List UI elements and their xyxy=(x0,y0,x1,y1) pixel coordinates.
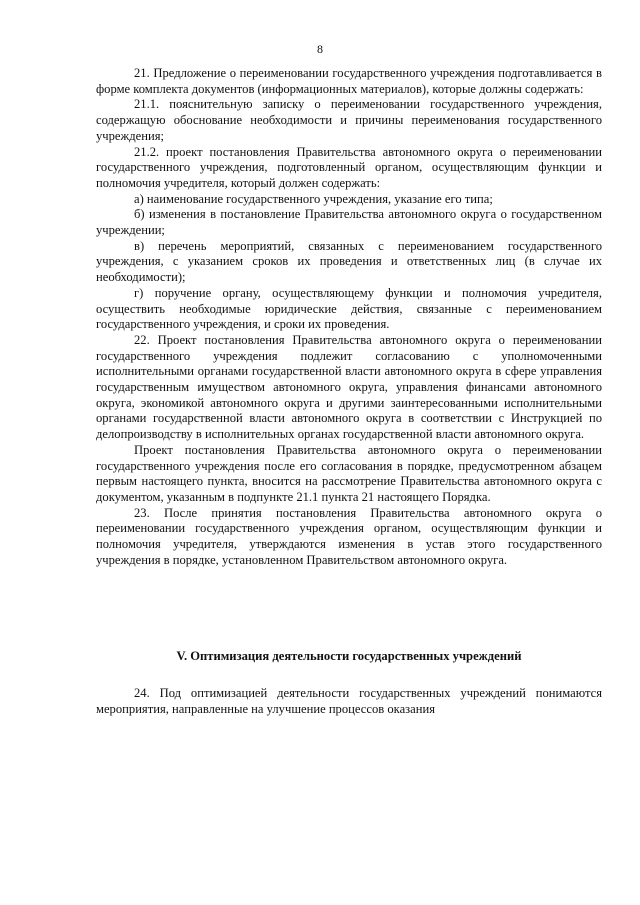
paragraph-21: 21. Предложение о переименовании государственного учреждения подготавливается в форме комплекта документов (информационных материалов), которые должны содержать: xyxy=(96,66,602,96)
paragraph-21-2-a: а) наименование государственного учреждения, указание его типа; xyxy=(134,191,493,206)
paragraph-21-2-v: в) перечень мероприятий, связанных с переименованием государственного учреждения, с указанием сроков их проведения и ответственных лиц (в случае их необходимости); xyxy=(96,238,602,285)
document-body xyxy=(96,66,602,569)
paragraph-21-2-b: б) изменения в постановление Правительства автономного округа о государственном учреждении; xyxy=(96,207,602,238)
paragraph-22-second: Проект постановления Правительства автономного округа о переименовании государственного учреждения после его согласования в порядке, предусмотренном абзацем первым настоящего пункта, вносится на рассмотрение Правительства автономного округа с документом, указанным в подпункте 21.1 пункта 21 настоящего Порядка. xyxy=(96,442,602,504)
paragraph-24: 24. Под оптимизацией деятельности государственных учреждений понимаются мероприятия, направленные на улучшение процессов оказания xyxy=(96,686,602,716)
page-number: 8 xyxy=(317,42,323,56)
paragraph-22: 22. Проект постановления Правительства автономного округа о переименовании государственного учреждения подлежит согласованию с уполномоченными исполнительными органами государственной власти автономного округа в сфере управления государственным имуществом автономного округа, управления финансами автономного округа, экономикой автономного округа и другими заинтересованными исполнительными органами государственной власти автономного округа в соответствии с Инструкцией по делопроизводству в исполнительных органах государственной власти автономного округа. xyxy=(96,332,602,442)
paragraph-21-2-g: г) поручение органу, осуществляющему функции и полномочия учредителя, осуществить необходимые юридические действия, связанные с переименованием государственного учреждения, и сроки их проведения. xyxy=(96,285,602,332)
section-body xyxy=(96,686,602,717)
paragraph-21-1: 21.1. пояснительную записку о переименовании государственного учреждения, содержащую обоснование необходимости и причины переименования государственного учреждения; xyxy=(96,97,602,143)
section-heading: V. Оптимизация деятельности государственных учреждений xyxy=(176,649,522,663)
paragraph-23: 23. После принятия постановления Правительства автономного округа о переименовании государственного учреждения органом, осуществляющим функции и полномочия учредителя, утверждаются изменения в устав этого государственного учреждения в порядке, установленном Правительством автономного округа. xyxy=(96,505,602,567)
paragraph-21-2: 21.2. проект постановления Правительства автономного округа о переименовании государственного учреждения, подготовленный органом, осуществляющим функции и полномочия учредителя, который должен содержать: xyxy=(96,144,602,190)
